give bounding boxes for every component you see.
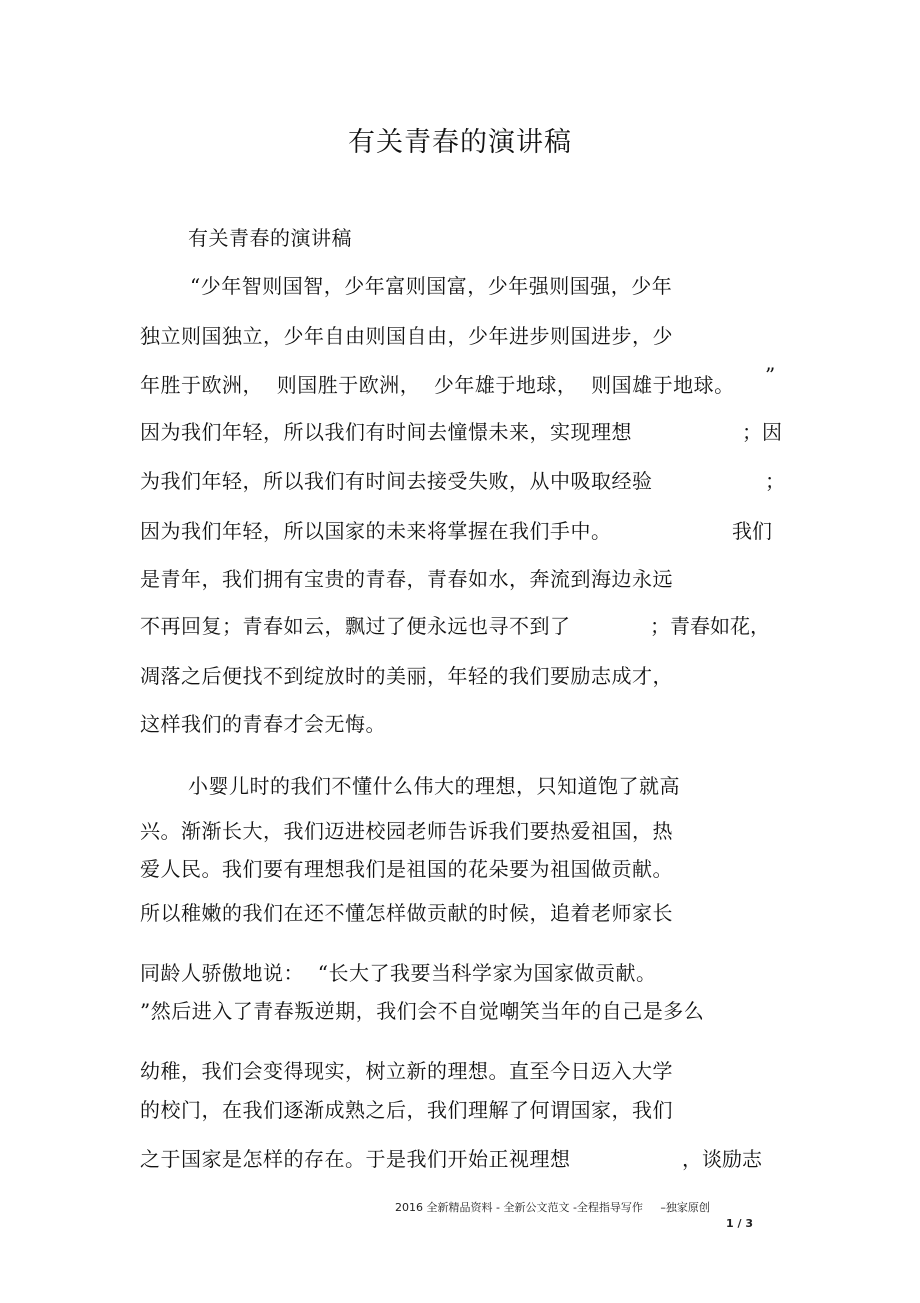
text-line: 幼稚，我们会变得现实，树立新的理想。直至今日迈入大学 bbox=[140, 1059, 673, 1083]
text-line: 不再回复；青春如云，飘过了便永远也寻不到了 bbox=[140, 614, 571, 638]
text-line: “少年智则国智，少年富则国富，少年强则国强，少年 bbox=[190, 274, 673, 298]
text-line: 为我们年轻，所以我们有时间去接受失败，从中吸取经验 bbox=[140, 469, 653, 493]
footer-text: 2016 全新精品资料 - 全新公文范文 -全程指导写作 –独家原创 bbox=[395, 1201, 710, 1214]
text-line: 因为我们年轻，所以国家的未来将掌握在我们手中。 bbox=[140, 519, 612, 543]
text-line: 年胜于欧洲， 则国胜于欧洲， 少年雄于地球， 则国雄于地球。 bbox=[140, 373, 735, 397]
text-line: 所以稚嫩的我们在还不懂怎样做贡献的时候，追着老师家长 bbox=[140, 901, 673, 925]
text-line: 是青年，我们拥有宝贵的青春，青春如水，奔流到海边永远 bbox=[140, 567, 673, 591]
text-line: 同龄人骄傲地说： “长大了我要当科学家为国家做贡献。 bbox=[140, 961, 657, 985]
text-line: 爱人民。我们要有理想我们是祖国的花朵要为祖国做贡献。 bbox=[140, 857, 673, 881]
text-line: 凋落之后便找不到绽放时的美丽，年轻的我们要励志成才， bbox=[140, 664, 673, 688]
page-number: 1 / 3 bbox=[726, 1217, 753, 1230]
text-tail: ；因 bbox=[742, 420, 782, 444]
text-tail: ；青春如花， bbox=[650, 614, 770, 638]
text-line: ”然后进入了青春叛逆期，我们会不自觉嘲笑当年的自己是多么 bbox=[140, 999, 705, 1023]
text-line: 之于国家是怎样的存在。于是我们开始正视理想 bbox=[140, 1147, 571, 1171]
text-tail: ，谈励志 bbox=[682, 1147, 762, 1171]
text-line: 兴。渐渐长大，我们迈进校园老师告诉我们要热爱祖国，热 bbox=[140, 819, 673, 843]
text-tail: 我们 bbox=[732, 519, 772, 543]
text-line: 因为我们年轻，所以我们有时间去憧憬未来，实现理想 bbox=[140, 420, 632, 444]
text-line: 的校门，在我们逐渐成熟之后，我们理解了何谓国家，我们 bbox=[140, 1098, 673, 1122]
subtitle: 有关青春的演讲稿 bbox=[188, 226, 352, 250]
text-tail: ” bbox=[765, 363, 776, 387]
text-line: 小婴儿时的我们不懂什么伟大的理想，只知道饱了就高 bbox=[188, 774, 680, 798]
text-line: 独立则国独立，少年自由则国自由，少年进步则国进步，少 bbox=[140, 324, 673, 348]
text-line: 这样我们的青春才会无悔。 bbox=[140, 712, 386, 736]
text-tail: ； bbox=[765, 469, 785, 493]
page-title: 有关青春的演讲稿 bbox=[348, 127, 572, 158]
